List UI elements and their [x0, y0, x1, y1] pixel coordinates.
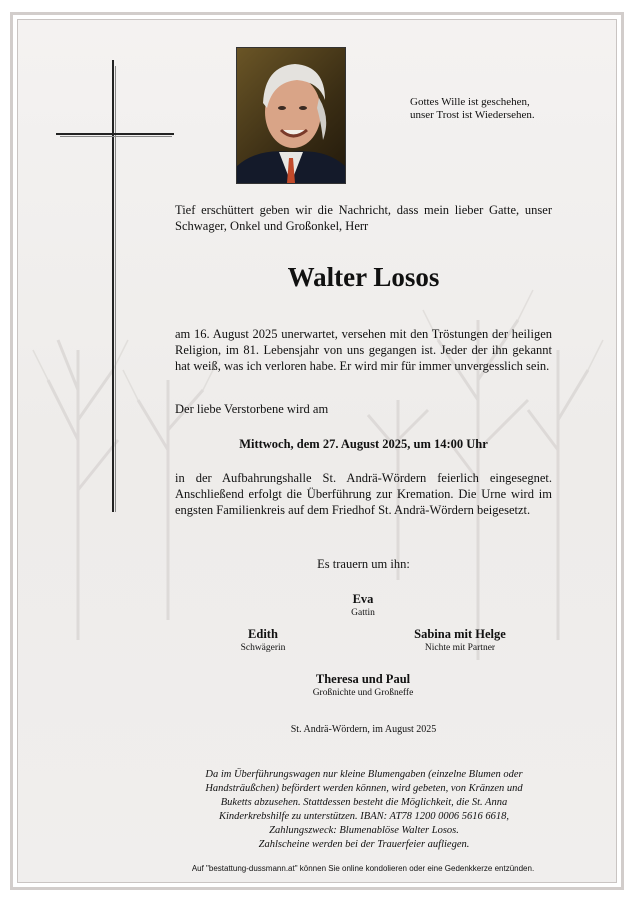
mourner-name: Sabina mit Helge [414, 627, 506, 641]
intro-text: Tief erschüttert geben wir die Nachricht, dass mein lieber Gatte, unser Schwager, Onkel und Großonkel, Herr [175, 203, 552, 233]
note-line: Buketts abzusehen. Stattdessen besteht die Möglichkeit, die St. Anna [220, 797, 508, 808]
deceased-name: Walter Losos [287, 262, 440, 292]
ceremony-paragraph: in der Aufbahrungshalle St. Andrä-Wördern feierlich eingesegnet. Anschließend erfolgt die Überführung zur Kremation. Die Urne wird im engsten Familienkreis auf dem Friedhof St. Andrä-Wördern beigesetzt. [175, 471, 552, 517]
cross-vertical-bar [112, 60, 114, 512]
mourners-heading: Es trauern um ihn: [317, 557, 410, 571]
note-line: Zahlungszweck: Blumenablöse Walter Losos. [269, 825, 459, 836]
mourner-eva [300, 592, 426, 619]
note-line: Kinderkrebshilfe zu unterstützen. IBAN: AT78 1200 0006 5616 6618, [218, 811, 510, 822]
quote [410, 96, 570, 122]
death-paragraph: am 16. August 2025 unerwartet, versehen mit den Tröstungen der heiligen Religion, im 81. Lebensjahr von uns gegangen ist. Jeder der ihn gekannt hat weiß, was ich verloren habe. Er wird mir für immer unvergesslich sein. [175, 327, 552, 373]
ceremony-date: Mittwoch, dem 27. August 2025, um 14:00 Uhr [239, 437, 488, 451]
quote-line-2: unser Trost ist Wiedersehen. [410, 109, 535, 121]
mourner-name: Eva [352, 592, 374, 606]
mourner-theresa [283, 672, 443, 699]
note-line: Zahlscheine werden bei der Trauerfeier aufliegen. [258, 839, 470, 850]
flowers-note [168, 768, 560, 852]
mourner-role: Nichte mit Partner [424, 643, 496, 653]
quote-line-1: Gottes Wille ist geschehen, [410, 96, 530, 108]
mourner-name: Theresa und Paul [315, 672, 411, 686]
mourner-role: Gattin [351, 608, 375, 618]
mourner-name: Edith [248, 627, 278, 641]
cross-horizontal-bar [56, 133, 174, 135]
mourner-edith [203, 627, 323, 654]
note-line: Da im Überführungswagen nur kleine Blumengaben (einzelne Blumen oder [205, 769, 523, 780]
footer-online-condolence: Auf "bestattung-dussmann.at" können Sie online kondolieren oder eine Gedenkkerze entzünden. [191, 864, 535, 873]
mourner-role: Schwägerin [240, 643, 286, 653]
cross-horizontal-shadow [60, 136, 172, 137]
portrait-photo [236, 47, 346, 184]
note-line: Handsträußchen) befördert werden können, wird gebeten, von Kränzen und [205, 783, 523, 794]
ceremony-intro: Der liebe Verstorbene wird am [175, 402, 329, 416]
mourner-role: Großnichte und Großneffe [312, 688, 414, 698]
place-date: St. Andrä-Wördern, im August 2025 [290, 724, 437, 735]
mourner-sabina [385, 627, 535, 654]
